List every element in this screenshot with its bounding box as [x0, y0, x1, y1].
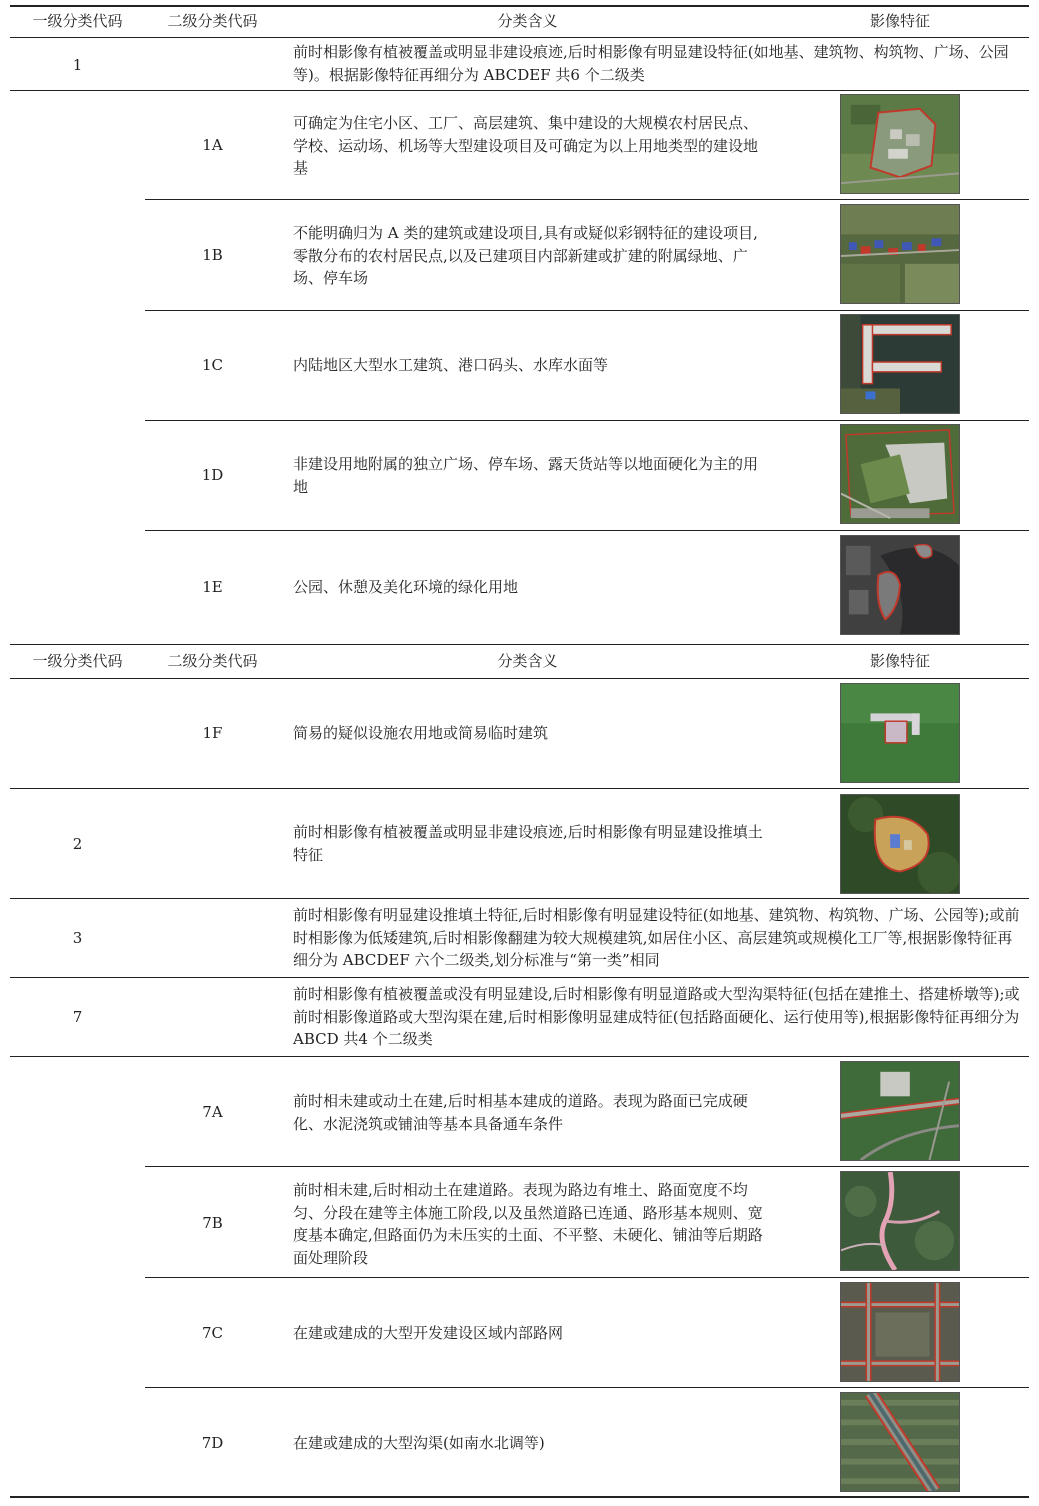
- meaning-text: 不能明确归为 A 类的建筑或建设项目,具有或疑似彩钢特征的建设项目,零散分布的农村居民点,以及已建项目内部新建或扩建的附属绿地、广场、停车场: [293, 224, 758, 287]
- meaning-text: 可确定为住宅小区、工厂、高层建筑、集中建设的大规模农村居民点、学校、运动场、机场等大型建设项目及可确定为以上用地类型的建设地基: [293, 114, 759, 177]
- construction-site-thumbnail: [840, 94, 960, 194]
- level1-code: 3: [72, 929, 83, 947]
- meaning-text: 在建或建成的大型沟渠(如南水北调等): [293, 1434, 545, 1452]
- level2-code: 7D: [201, 1434, 224, 1452]
- temporary-building-thumbnail: [840, 683, 960, 783]
- level1-code: 1: [72, 56, 83, 74]
- rural-settlement-thumbnail: [840, 204, 960, 304]
- meaning-text: 简易的疑似设施农用地或简易临时建筑: [293, 724, 549, 742]
- meaning-text: 前时相影像有植被覆盖或明显非建设痕迹,后时相影像有明显建设推填土特征: [293, 823, 763, 864]
- row-rule: [10, 977, 1029, 978]
- level2-code: 1C: [201, 356, 224, 374]
- meaning-text: 前时相未建或动土在建,后时相基本建成的道路。表现为路面已完成硬化、水泥浇筑或铺油等基本具备通车条件: [293, 1092, 748, 1133]
- row-rule: [10, 788, 1029, 789]
- bottom-rule: [10, 1496, 1029, 1498]
- meaning-text: 前时相未建,后时相动土在建道路。表现为路边有堆土、路面宽度不均匀、分段在建等主体施工阶段,以及虽然道路已连通、路形基本规则、宽度基本确定,但路面仍为未压实的土面、不平整、未硬化、铺油等后期路面处理阶段: [293, 1181, 763, 1267]
- meaning-text: 非建设用地附属的独立广场、停车场、露天货站等以地面硬化为主的用地: [293, 455, 759, 496]
- road-built-thumbnail: [840, 1061, 960, 1161]
- row-rule: [10, 1056, 1029, 1057]
- level1-code: 2: [72, 835, 83, 853]
- header-level1: 一级分类代码: [32, 12, 123, 30]
- canal-thumbnail: [840, 1392, 960, 1492]
- section-rule: [10, 644, 1029, 645]
- road-under-construction-thumbnail: [840, 1171, 960, 1271]
- meaning-text: 前时相影像有植被覆盖或没有明显建设,后时相影像有明显道路或大型沟渠特征(包括在建推土、搭建桥墩等);或前时相影像道路或大型沟渠在建,后时相影像明显建成特征(包括路面硬化、运行使用等),根据影像特征再细分为 ABCD 共4 个二级类: [293, 985, 1020, 1048]
- meaning-text: 公园、休憩及美化环境的绿化用地: [293, 578, 519, 596]
- row-rule: [145, 1166, 1029, 1167]
- road-network-thumbnail: [840, 1282, 960, 1382]
- level2-code: 1A: [202, 136, 223, 154]
- level2-code: 7C: [201, 1324, 224, 1342]
- row-rule: [145, 530, 1029, 531]
- plaza-parking-thumbnail: [840, 424, 960, 524]
- earthwork-thumbnail: [840, 794, 960, 894]
- level2-code: 7B: [202, 1214, 223, 1232]
- meaning-text: 内陆地区大型水工建筑、港口码头、水库水面等: [293, 356, 609, 374]
- row-rule: [145, 1387, 1029, 1388]
- header-rule: [10, 678, 1029, 679]
- row-rule: [145, 310, 1029, 311]
- row-rule: [145, 420, 1029, 421]
- level2-code: 1F: [202, 724, 223, 742]
- header-image: 影像特征: [869, 12, 930, 30]
- level2-code: 1D: [201, 466, 224, 484]
- header-level2: 二级分类代码: [167, 12, 258, 30]
- header-meaning: 分类含义: [497, 12, 558, 30]
- level1-code: 7: [72, 1008, 83, 1026]
- row-rule: [10, 90, 1029, 91]
- row-rule: [145, 199, 1029, 200]
- row-rule: [10, 898, 1029, 899]
- header-meaning: 分类含义: [497, 652, 558, 670]
- level2-code: 1B: [202, 246, 223, 264]
- level2-code: 7A: [202, 1103, 223, 1121]
- header-level1: 一级分类代码: [32, 652, 123, 670]
- meaning-text: 前时相影像有明显建设推填土特征,后时相影像有明显建设特征(如地基、建筑物、构筑物、广场、公园等);或前时相影像为低矮建筑,后时相影像翻建为较大规模建筑,如居住小区、高层建筑或规模化工厂等,根据影像特征再细分为 ABCDEF 六个二级类,划分标准与“第一类”相同: [293, 906, 1020, 969]
- meaning-text: 前时相影像有植被覆盖或明显非建设痕迹,后时相影像有明显建设特征(如地基、建筑物、构筑物、广场、公园等)。根据影像特征再细分为 ABCDEF 共6 个二级类: [293, 43, 1009, 84]
- header-rule: [10, 37, 1029, 38]
- port-dock-thumbnail: [840, 314, 960, 414]
- park-greenland-thumbnail: [840, 535, 960, 635]
- top-rule: [10, 5, 1029, 7]
- header-level2: 二级分类代码: [167, 652, 258, 670]
- level2-code: 1E: [202, 578, 223, 596]
- header-image: 影像特征: [869, 652, 930, 670]
- meaning-text: 在建或建成的大型开发建设区域内部路网: [293, 1324, 564, 1342]
- row-rule: [145, 1277, 1029, 1278]
